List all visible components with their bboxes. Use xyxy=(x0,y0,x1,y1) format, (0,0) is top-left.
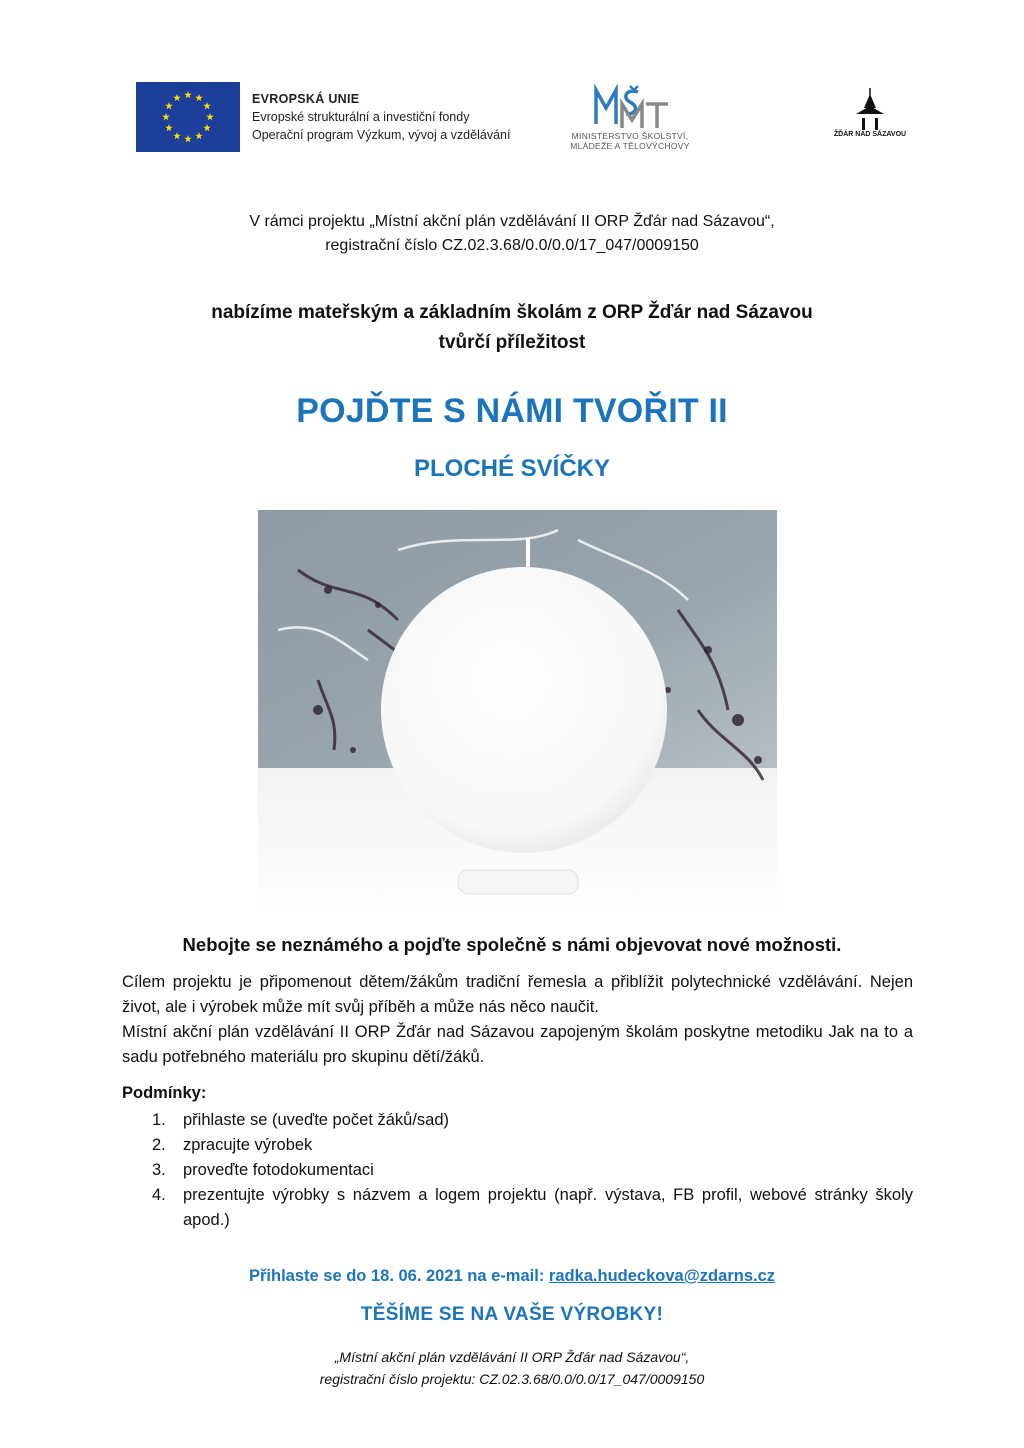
project-intro xyxy=(0,210,1024,258)
list-number: 1. xyxy=(152,1111,166,1129)
candle-photo xyxy=(258,510,777,915)
eu-stars-icon xyxy=(136,82,240,152)
msmt-logo xyxy=(592,84,672,130)
page-title: POJĎTE S NÁMI TVOŘIT II xyxy=(296,392,728,430)
list-item xyxy=(152,1183,913,1233)
offer-line: tvůrčí příležitost xyxy=(438,332,586,353)
list-text: přihlaste se (uveďte počet žáků/sad) xyxy=(183,1111,450,1129)
msmt-logo-mark-icon xyxy=(592,84,672,130)
church-icon xyxy=(850,88,890,130)
list-number: 4. xyxy=(152,1186,166,1204)
signup-line xyxy=(0,1267,1024,1286)
closing-slogan: TĚŠÍME SE NA VAŠE VÝROBKY! xyxy=(360,1304,664,1325)
footer-line: „Místní akční plán vzdělávání II ORP Žďár nad Sázavou“, xyxy=(334,1349,690,1365)
tagline: Nebojte se neznámého a pojďte společně s námi objevovat nové možnosti. xyxy=(182,934,842,955)
signup-text: Přihlaste se do 18. 06. 2021 na e-mail: xyxy=(249,1267,549,1285)
list-item xyxy=(152,1108,913,1133)
msmt-logo-text xyxy=(560,131,700,151)
msmt-logo-line: MINISTERSTVO ŠKOLSTVÍ, xyxy=(571,131,689,141)
offer-heading xyxy=(0,298,1024,358)
offer-line: nabízíme mateřským a základním školám z ORP Žďár nad Sázavou xyxy=(211,302,813,323)
list-text: proveďte fotodokumentaci xyxy=(183,1161,374,1179)
round-flat-candle-photo-icon xyxy=(258,510,777,915)
project-intro-line: V rámci projektu „Místní akční plán vzdělávání II ORP Žďár nad Sázavou“, xyxy=(249,213,775,230)
list-text: zpracujte výrobek xyxy=(183,1136,313,1154)
list-number: 2. xyxy=(152,1136,166,1154)
zdar-logo-text: ŽĎÁR NAD SÁZAVOU xyxy=(833,131,907,138)
email-link[interactable]: radka.hudeckova@zdarns.cz xyxy=(548,1267,775,1285)
body-paragraph: Místní akční plán vzdělávání II ORP Žďár nad Sázavou zapojeným školám poskytne metodiku Jak na to a sadu potřebného materiálu pro skupinu dětí/žáků. xyxy=(122,1023,913,1066)
eu-flag-logo xyxy=(136,82,240,152)
project-registration: registrační číslo CZ.02.3.68/0.0/0.0/17_047/0009150 xyxy=(325,237,699,254)
list-text: prezentujte výrobky s názvem a logem projektu (např. výstava, FB profil, webové stránky školy apod.) xyxy=(183,1186,913,1229)
list-item xyxy=(152,1133,913,1158)
conditions-heading: Podmínky: xyxy=(122,1084,207,1102)
eu-logo-line: Operační program Výzkum, vývoj a vzdělávání xyxy=(252,128,511,142)
conditions-list xyxy=(152,1108,913,1233)
eu-logo-line: Evropské strukturální a investiční fondy xyxy=(252,110,470,124)
list-number: 3. xyxy=(152,1161,166,1179)
footer-line: registrační číslo projektu: CZ.02.3.68/0.0/0.0/17_047/0009150 xyxy=(319,1371,705,1387)
body-paragraph: Cílem projektu je připomenout dětem/žákům tradiční řemesla a přiblížit polytechnické vzdělávání. Nejen život, ale i výrobek může mít svůj příběh a může nás něco naučit. xyxy=(122,973,913,1016)
eu-logo-line: EVROPSKÁ UNIE xyxy=(252,92,360,106)
list-item xyxy=(152,1158,913,1183)
eu-logo-text xyxy=(252,90,510,144)
page-subtitle: PLOCHÉ SVÍČKY xyxy=(413,455,611,482)
body-text xyxy=(122,970,913,1070)
msmt-logo-line: MLÁDEŽE A TĚLOVÝCHOVY xyxy=(570,141,690,151)
zdar-logo xyxy=(850,88,890,130)
footer-note xyxy=(0,1346,1024,1390)
